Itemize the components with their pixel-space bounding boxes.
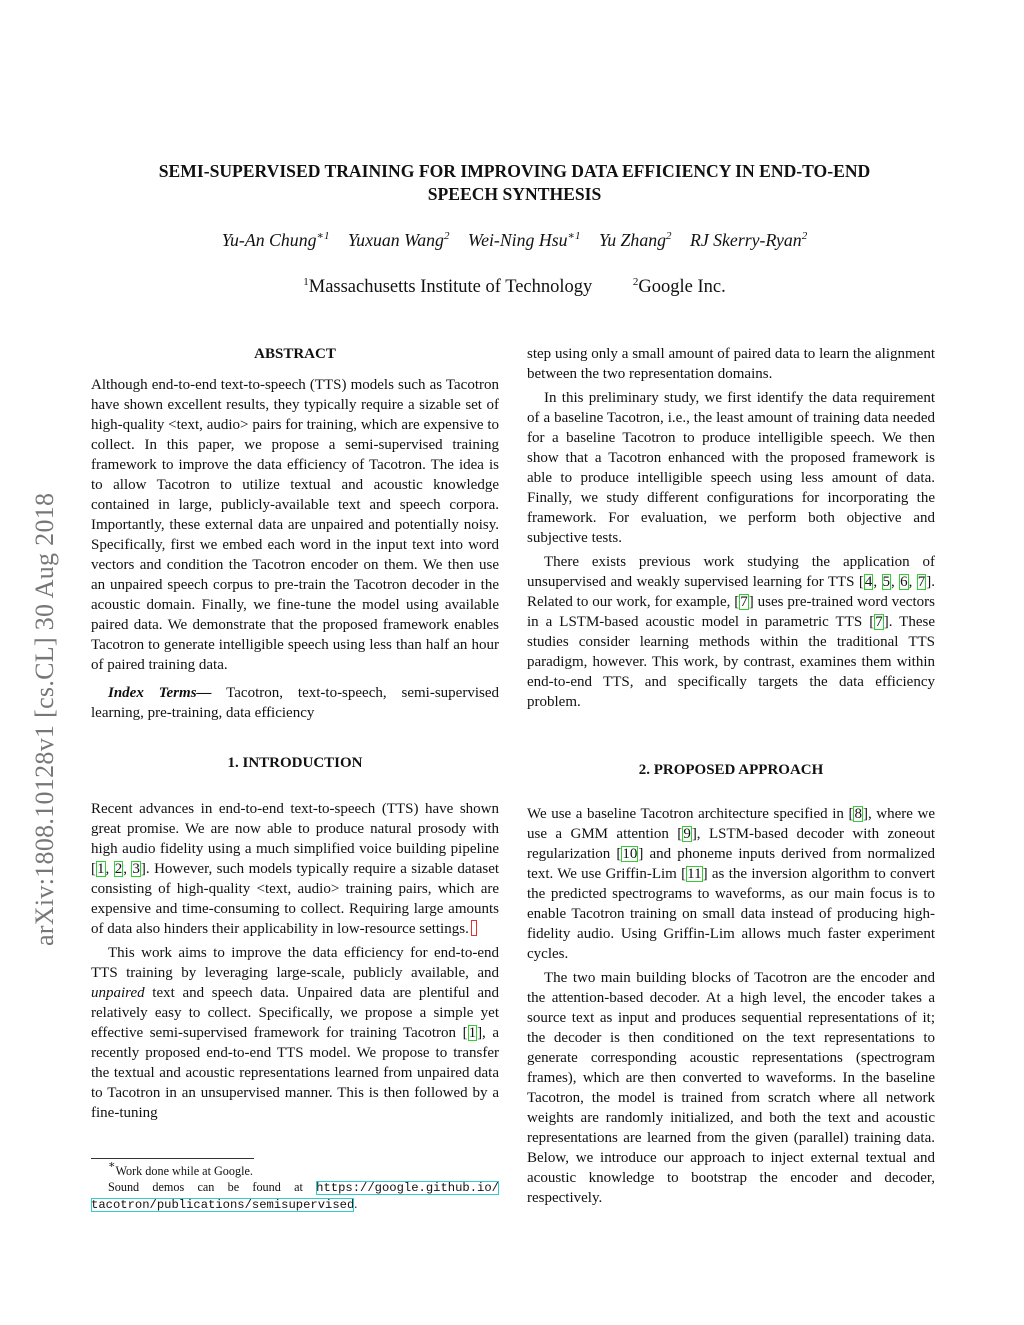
citation-link[interactable]: 7 xyxy=(740,594,748,610)
affiliation: $^2$Google Inc. xyxy=(632,276,726,297)
left-column xyxy=(91,344,499,1123)
author-list xyxy=(92,230,937,251)
citation-link[interactable]: 1 xyxy=(468,1025,477,1041)
intro-paragraph-4: In this preliminary study, we first identify the data requirement of a baseline Tacotron, i.e., the least amount of training data needed for a baseline Tacotron to produce intelligible speech. We then show that a Tacotron enhanced with the proposed framework is able to produce intelligible speech using less amount of data. Finally, we study different configurations for incorporating the framework. For evaluation, we perform both objective and subjective tests. xyxy=(527,390,935,546)
demo-url-link[interactable]: tacotron/publications/semisupervised xyxy=(91,1198,355,1212)
paper-title xyxy=(92,160,937,206)
author: RJ Skerry-Ryan$^2$ xyxy=(689,230,808,250)
approach-paragraph-2: The two main building blocks of Tacotron are the encoder and the attention-based decoder. At a high level, the encoder takes a source text as input and produces sequential representations of it; the decoder is then conditioned on the text representations to generate corresponding acoustic representations (spectrogram frames), which are then converted to waveforms. In the baseline Tacotron, the model is trained from scratch where all network weights are randomly initialized, and both the text and acoustic representations are learned from the given (parallel) training data. Below, we introduce our approach to inject external textual and acoustic knowledge to bootstrap the encoder and decoder, respectively. xyxy=(527,970,935,1206)
title-line-2: SPEECH SYNTHESIS xyxy=(427,184,602,204)
author: Wei-Ning Hsu$^{∗1}$ xyxy=(467,230,581,250)
citation-link[interactable]: 5 xyxy=(882,574,891,590)
author: Yu-An Chung$^{∗1}$ xyxy=(221,230,330,250)
citation-link[interactable]: 11 xyxy=(687,866,702,882)
proposed-approach-heading: 2. PROPOSED APPROACH xyxy=(638,762,824,778)
affiliation: $^1$Massachusetts Institute of Technology xyxy=(303,276,593,297)
title-line-1: SEMI-SUPERVISED TRAINING FOR IMPROVING DATA EFFICIENCY IN END-TO-END xyxy=(158,161,871,181)
index-terms-label: Index Terms— xyxy=(108,685,212,701)
citation-link[interactable]: 8 xyxy=(854,806,862,822)
citation-link[interactable]: 3 xyxy=(132,861,140,877)
footnote-link[interactable] xyxy=(472,921,476,935)
affiliation-list xyxy=(92,277,937,298)
index-terms xyxy=(91,683,499,723)
citation-link[interactable]: 10 xyxy=(622,846,638,862)
footnotes xyxy=(91,1158,499,1213)
citation-link[interactable]: 7 xyxy=(875,614,883,630)
intro-heading: 1. INTRODUCTION xyxy=(227,755,363,771)
intro-paragraph-2: This work aims to improve the data efficiency for end-to-end TTS training by leveraging large-scale, publicly available, and unpaired text and speech data. Unpaired data are plentiful and relatively easy to collect. Specifically, we propose a simple yet effective semi-supervised framework for training Tacotron [1], a recently proposed end-to-end TTS model. We propose to transfer the textual and acoustic representations learned from unpaired data to Tacotron in an unsupervised manner. This is then followed by a fine-tuning xyxy=(91,945,499,1121)
citation-link[interactable]: 6 xyxy=(900,574,908,590)
intro-paragraph-5: There exists previous work studying the application of unsupervised and weakly supervised learning for TTS [4, 5, 6, 7]. Related to our work, for example, [7] uses pre-trained word vectors in a LSTM-based acoustic model in parametric TTS [7]. These studies consider learning methods within the traditional TTS paradigm, however. This work, by contrast, examines them within end-to-end TTS, and specifically targets the data efficiency problem. xyxy=(527,554,936,710)
author: Yuxuan Wang$^2$ xyxy=(347,230,450,250)
citation-link[interactable]: 4 xyxy=(864,574,873,590)
author: Yu Zhang$^2$ xyxy=(598,230,672,250)
citation-link[interactable]: 7 xyxy=(917,574,926,590)
demo-url-link[interactable]: https://google.github.io/ xyxy=(316,1181,499,1195)
footnote-1: ∗Work done while at Google. xyxy=(108,1159,253,1178)
footnote-2: Sound demos can be found at https://google.github.io/ tacotron/publications/semisupervised. xyxy=(91,1180,499,1212)
citation-link[interactable]: 1 xyxy=(97,861,105,877)
intro-paragraph-3: step using only a small amount of paired data to learn the alignment between the two representation domains. xyxy=(527,346,935,382)
citation-link[interactable]: 2 xyxy=(114,861,123,877)
approach-paragraph-1: We use a baseline Tacotron architecture specified in [8], where we use a GMM attention [9], LSTM-based decoder with zoneout regularization [10] and phoneme inputs derived from normalized text. We use Griffin-Lim [11] as the inversion algorithm to convert the predicted spectrograms to waveforms, as our main focus is to enable Tacotron training on small data instead of producing high-fidelity audio. Using Griffin-Lim allows much faster experiment cycles. xyxy=(527,806,936,962)
citation-link[interactable]: 9 xyxy=(683,826,691,842)
right-column xyxy=(527,344,935,1208)
abstract-heading: ABSTRACT xyxy=(254,346,336,362)
index-terms-text: Tacotron, text-to-speech, semi-supervised learning, pre-training, data efficiency xyxy=(91,685,499,721)
arxiv-identifier: arXiv:1808.10128v1 [cs.CL] 30 Aug 2018 xyxy=(30,492,59,946)
intro-paragraph-1: Recent advances in end-to-end text-to-speech (TTS) have shown great promise. We are now able to produce natural prosody with high audio fidelity using a much simplified voice building pipeline [1, 2, 3]. However, such models typically require a sizable dataset consisting of high-quality <text, audio> training pairs, which are expensive and time-consuming to collect. Requiring large amounts of data also hinders their applicability in low-resource settings. xyxy=(91,801,500,937)
abstract-text: Although end-to-end text-to-speech (TTS) models such as Tacotron have shown excellent results, they typically require a sizable set of high-quality <text, audio> pairs for training, which are expensive to collect. In this paper, we propose a semi-supervised training framework to improve the data efficiency of Tacotron. The idea is to allow Tacotron to utilize textual and acoustic knowledge contained in large, publicly-available text and speech corpora. Importantly, these external data are unpaired and potentially noisy. Specifically, first we embed each word in the input text into word vectors and condition the Tacotron encoder on them. We then use an unpaired speech corpus to pre-train the Tacotron decoder in the acoustic domain. Finally, we fine-tune the model using available paired data. We demonstrate that the proposed framework enables Tacotron to generate intelligible speech using less than half an hour of paired training data. xyxy=(91,377,499,673)
